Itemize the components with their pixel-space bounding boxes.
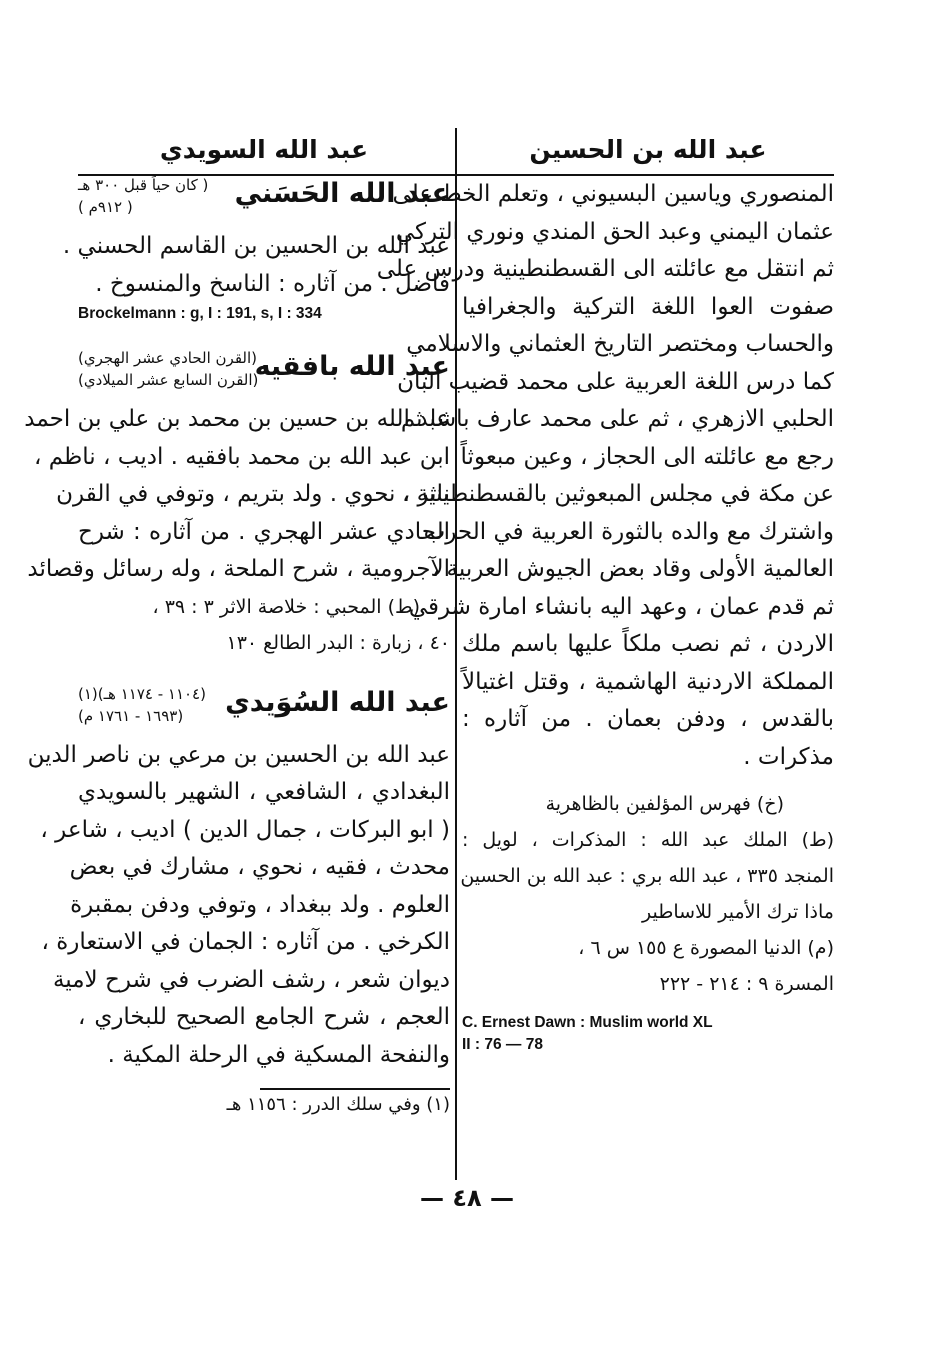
- entry-header: [78, 172, 450, 228]
- text-line: واشترك مع والده بالثورة العربية في الحرب: [423, 518, 834, 545]
- text-line: عبد الله بن الحسين بن مرعي بن ناصر الدين: [27, 741, 450, 768]
- text-line: ( ابو البركات ، جمال الدين ) اديب ، شاعر ،: [40, 816, 450, 843]
- text-line: صفوت العوا اللغة التركية والجغرافيا: [462, 293, 834, 320]
- entry: [27, 681, 450, 1075]
- entry: [24, 345, 450, 661]
- date-line: (القرن السابع عشر الميلادي): [78, 371, 259, 389]
- source-line: (م) الدنيا المصورة ع ١٥٥ س ٦ ،: [578, 937, 834, 959]
- entry-dates: [78, 683, 206, 727]
- source-line: المنجد ٣٣٥ ، عبد الله بري : عبد الله بن الحسين: [460, 865, 834, 887]
- source-line: (ط) الملك عبد الله : المذكرات ، لويل :: [462, 829, 834, 851]
- text-line: عبد الله بن الحسين بن القاسم الحسني .: [62, 233, 450, 259]
- source-line: (ط) المحبي : خلاصة الاثر ٣ : ٣٩ ،: [152, 595, 420, 618]
- entry-header: [78, 681, 450, 737]
- entry-name: عبد الله بافقيه: [254, 351, 450, 382]
- entry: [62, 172, 450, 325]
- text-line: والنفحة المسكية في الرحلة المكية .: [107, 1041, 450, 1068]
- text-line: البغدادي ، الشافعي ، الشهير بالسويدي: [78, 779, 450, 805]
- date-line: (١١٠٤ - ١١٧٤ هـ)(١): [78, 684, 206, 703]
- text-line: ثم انتقل مع عائلته الى القسطنطينية ودرس على: [376, 256, 834, 282]
- text-line: الحادي عشر الهجري . من آثاره : شرح: [78, 518, 450, 545]
- date-line: ( كان حياً قبل ٣٠٠ هـ: [78, 176, 209, 194]
- text-line: ثم قدم عمان ، وعهد اليه بانشاء امارة شرقي: [408, 593, 834, 620]
- page-number: — ٤٨ —: [419, 1184, 514, 1212]
- text-line: المملكة الاردنية الهاشمية ، وقتل اغتيالاً: [462, 668, 834, 695]
- right-column-sources: [462, 786, 834, 1002]
- right-column-body: [376, 176, 834, 776]
- text-line: الحلبي الازهري ، ثم على محمد عارف باشا ثم: [400, 406, 834, 432]
- left-column: [24, 128, 450, 1120]
- source-line: المسرة ٩ : ٢١٤ - ٢٢٢: [659, 973, 834, 995]
- text-line: عبد الله بن حسين بن محمد بن علي بن احمد: [24, 406, 450, 432]
- text-line: العلوم . ولد ببغداد ، وتوفي ودفن بمقبرة: [70, 891, 450, 918]
- text-line: العجم ، شرح الجامع الصحيح للبخاري ،: [78, 1004, 450, 1030]
- text-line: ديوان شعر ، رشف الضرب في شرح لامية: [52, 966, 450, 993]
- source-line: (خ) فهرس المؤلفين بالظاهرية: [545, 793, 784, 815]
- source-line: ٤٠ ، زبارة : البدر الطالع ١٣٠: [226, 631, 450, 654]
- date-line: (١٦٩٣ - ١٧٦١ م): [78, 706, 184, 725]
- text-line: مذكرات .: [743, 743, 834, 770]
- entry-name: عبد الله الحَسَني: [234, 178, 450, 209]
- text-line: العالمية الأولى وقاد بعض الجيوش العربية ،: [431, 556, 834, 582]
- entry-header: [78, 345, 450, 401]
- entry-dates: [78, 174, 208, 218]
- date-line: ( ٩١٢م ): [78, 198, 133, 216]
- text-line: كما درس اللغة العربية على محمد قضيب البان: [397, 368, 834, 395]
- text-line: عثمان اليمني وعبد الحق المندي ونوري التركي: [395, 218, 834, 245]
- entry-name: عبد الله السُوَيدي: [225, 686, 450, 718]
- latin-reference: C. Ernest Dawn : Muslim world XL: [462, 1014, 713, 1031]
- left-column-title: عبد الله السويدي: [159, 135, 369, 164]
- text-line: محدث ، فقيه ، نحوي ، مشارك في بعض: [69, 854, 450, 880]
- text-line: رجع مع عائلته الى الحجاز ، وعين مبعوثاً: [460, 443, 834, 470]
- text-line: ابن عبد الله بن محمد بافقيه . اديب ، ناظم ،: [33, 443, 450, 470]
- date-line: (القرن الحادي عشر الهجري): [78, 349, 257, 367]
- text-line: ناثر ، نحوي . ولد بتريم ، وتوفي في القرن: [56, 481, 450, 507]
- right-column: [376, 128, 834, 1056]
- text-line: بالقدس ، ودفن بعمان . من آثاره :: [462, 706, 834, 732]
- text-line: الاردن ، ثم نصب ملكاً عليها باسم ملك: [462, 631, 834, 657]
- footnote: (١) وفي سلك الدرر : ١١٥٦ هـ: [226, 1094, 450, 1115]
- text-line: الكرخي . من آثاره : الجمان في الاستعارة ،: [41, 929, 450, 955]
- text-line: عن مكة في مجلس المبعوثين بالقسطنطينية ،: [401, 481, 834, 507]
- source-line: ماذا ترك الأمير للاساطير: [642, 901, 834, 923]
- text-line: الآجرومية ، شرح الملحة ، وله رسائل وقصائد: [27, 556, 450, 582]
- text-line: والحساب ومختصر التاريخ العثماني والاسلامي: [406, 331, 834, 357]
- latin-reference: II : 76 — 78: [462, 1036, 543, 1053]
- right-column-title: عبد الله بن الحسين: [529, 135, 767, 164]
- latin-reference: Brockelmann : g, I : 191, s, I : 334: [78, 305, 322, 322]
- text-line: فاضل . من آثاره : الناسخ والمنسوخ .: [95, 270, 450, 297]
- entry-dates: [78, 347, 258, 391]
- footnote-rule: [260, 1088, 450, 1090]
- text-line: المنصوري وياسين البسيوني ، وتعلم الخط على: [392, 181, 834, 207]
